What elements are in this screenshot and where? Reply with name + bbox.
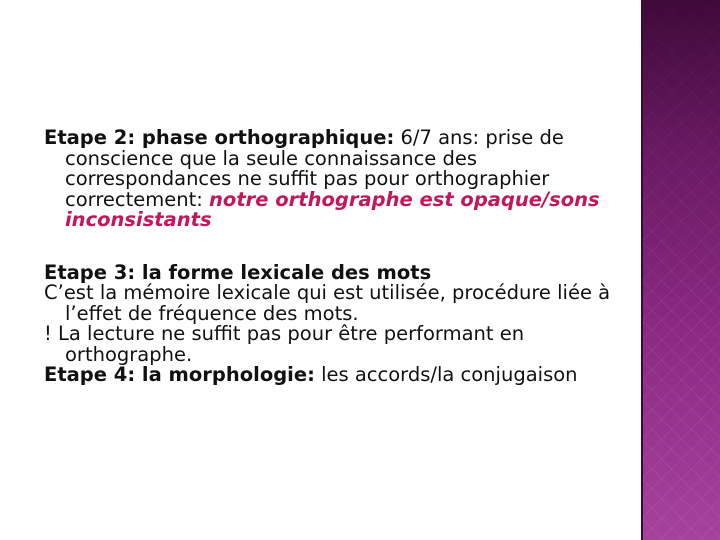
etape-4-text: les accords/la conjugaison: [314, 363, 578, 386]
decorative-side-panel: [643, 0, 720, 540]
paragraph-etape-2: [44, 128, 634, 231]
heading-etape-3: Etape 3: la forme lexicale des mots: [44, 260, 432, 284]
paragraph-etape-4: [44, 365, 634, 386]
etape-2-highlight: notre orthographe est opaque/sons inconsistants: [65, 187, 600, 231]
paragraph-lecture: ! La lecture ne suffit pas pour être performant en orthographe.: [44, 322, 525, 366]
heading-etape-4: Etape 4: la morphologie:: [44, 363, 315, 386]
heading-etape-2: Etape 2: phase orthographique:: [44, 126, 395, 149]
paragraph-memoire-lexicale: C’est la mémoire lexicale qui est utilisée, procédure liée à l’effet de fréquence des mots.: [44, 281, 611, 325]
paragraph-spacer: [44, 231, 634, 263]
slide-content: [44, 128, 634, 386]
etape-2-text: 6/7 ans: prise de conscience que la seule connaissance des correspondances ne suffit pas pour orthographier correctement:: [65, 126, 564, 211]
